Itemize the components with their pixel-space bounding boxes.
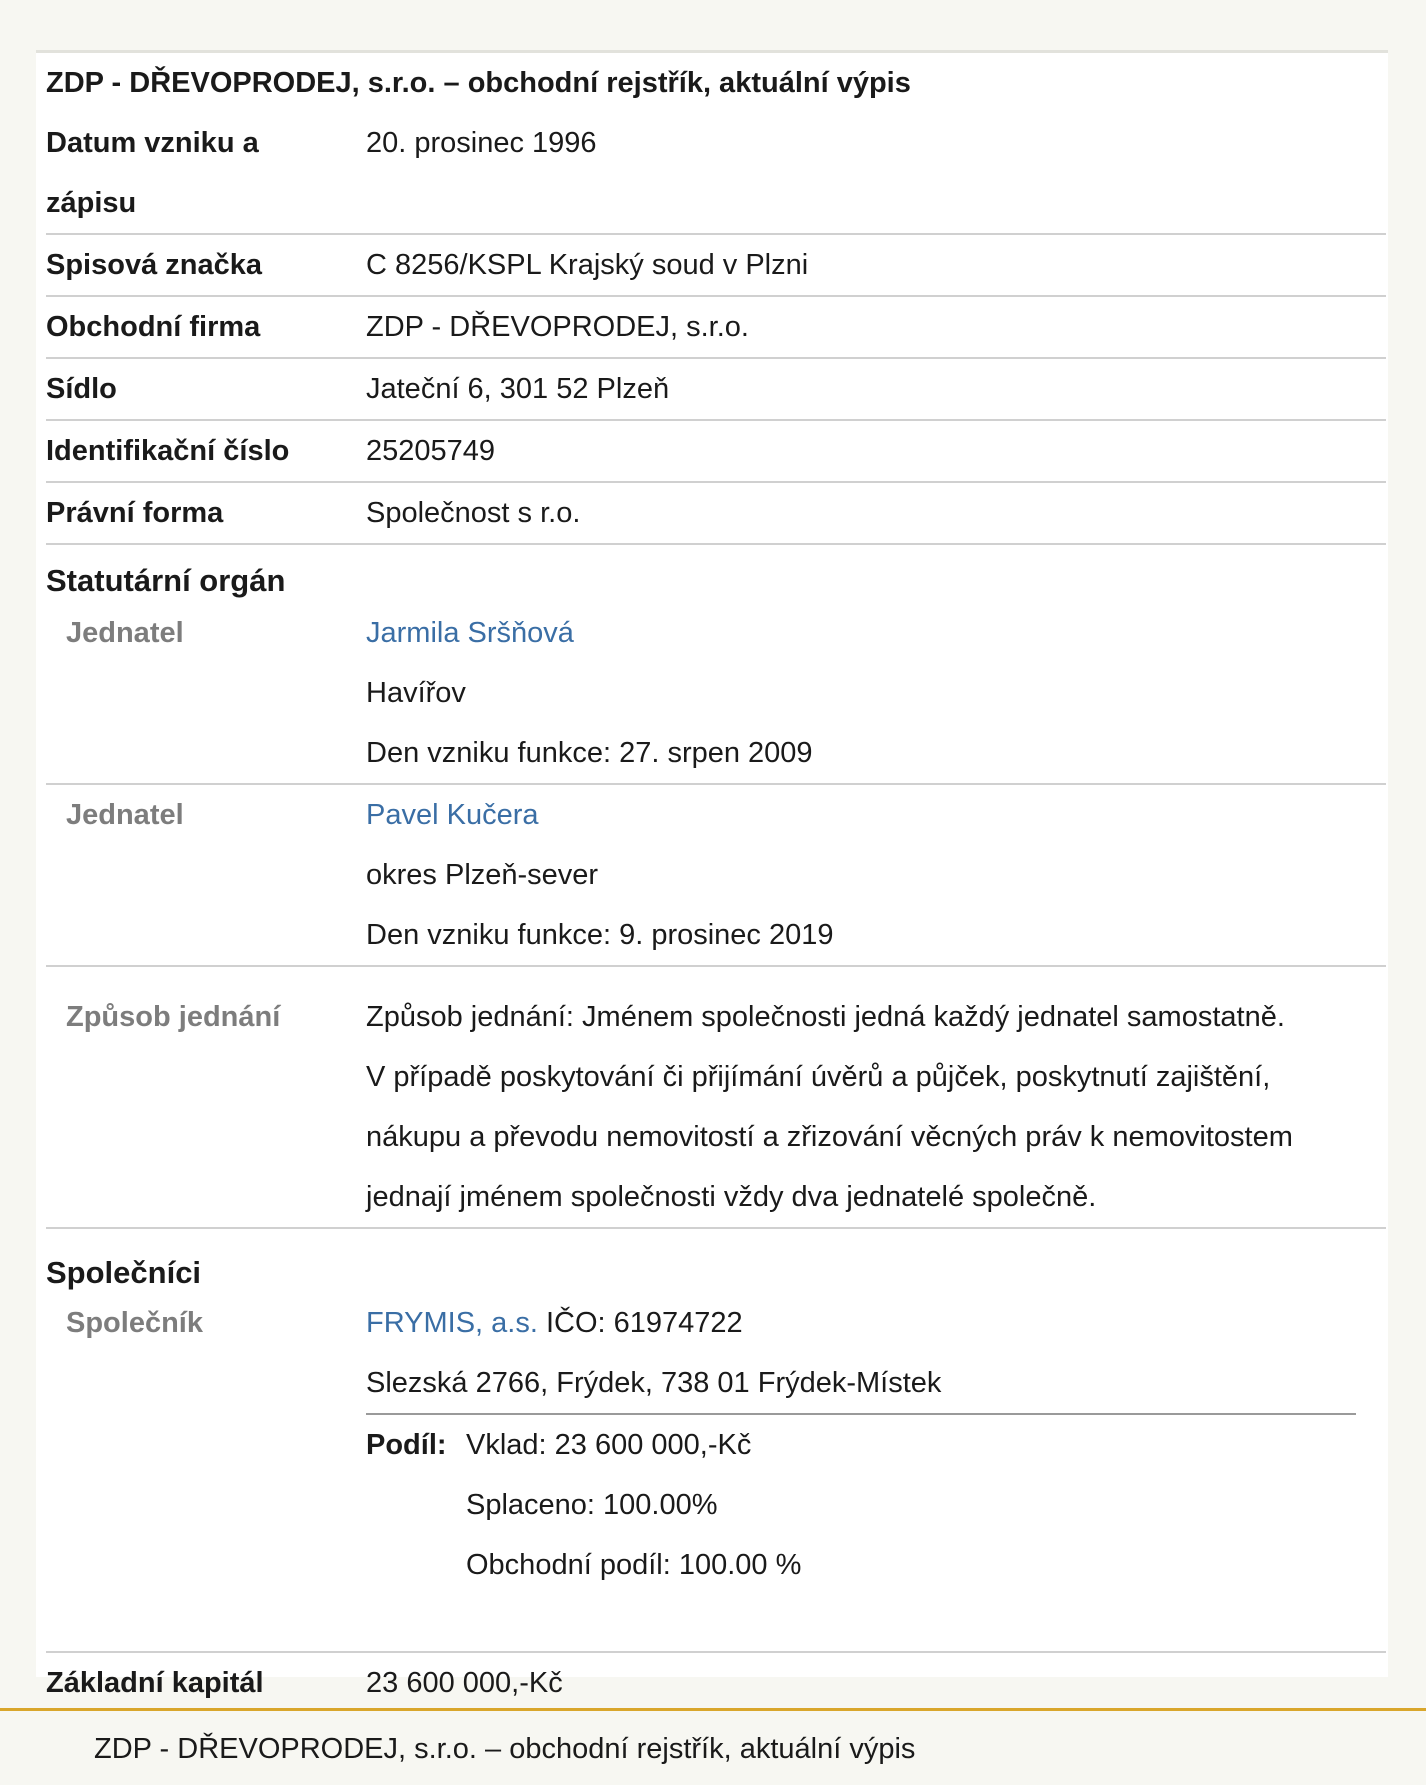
spolecnik-details xyxy=(366,1293,941,1413)
footer xyxy=(0,1708,1426,1785)
jednatel-entry xyxy=(46,785,1386,967)
role-label-spolecnik: Společník xyxy=(66,1307,203,1339)
value-pravni-forma: Společnost s r.o. xyxy=(366,497,581,529)
section-spolecnici: Společníci xyxy=(46,1255,202,1290)
person-link[interactable]: Jarmila Sršňová xyxy=(366,617,574,649)
person-place: okres Plzeň-sever xyxy=(366,859,599,891)
podil-obchodni: Obchodní podíl: 100.00 % xyxy=(466,1549,802,1581)
label-pravni-forma: Právní forma xyxy=(46,497,224,529)
person-place: Havířov xyxy=(366,677,466,709)
row-pravni-forma xyxy=(46,483,1386,545)
company-link[interactable]: FRYMIS, a.s. xyxy=(366,1307,538,1339)
registry-card xyxy=(36,50,1388,1699)
zpusob-line: V případě poskytování či přijímání úvěrů a půjček, poskytnutí zajištění, xyxy=(366,1061,1271,1093)
value-identifikacni-cislo: 25205749 xyxy=(366,435,496,467)
label-identifikacni-cislo: Identifikační číslo xyxy=(46,435,290,467)
podil-splaceno: Splaceno: 100.00% xyxy=(466,1489,718,1521)
row-spolecnik xyxy=(46,1293,1386,1653)
jednatel-details xyxy=(366,785,834,965)
spolecnik-name-line xyxy=(366,1293,941,1353)
function-since: Den vzniku funkce: 9. prosinec 2019 xyxy=(366,919,834,951)
value-zpusob-jednani xyxy=(366,987,1293,1227)
zpusob-line: Způsob jednání: Jménem společnosti jedná každý jednatel samostatně. xyxy=(366,1001,1285,1033)
section-statutarni-organ: Statutární orgán xyxy=(46,563,286,598)
page-title: ZDP - DŘEVOPRODEJ, s.r.o. – obchodní rejstřík, aktuální výpis xyxy=(46,67,911,99)
footer-title: ZDP - DŘEVOPRODEJ, s.r.o. – obchodní rejstřík, aktuální výpis xyxy=(94,1733,916,1765)
row-sidlo xyxy=(46,359,1386,421)
label-datum-line2: zápisu xyxy=(46,187,137,219)
company-address: Slezská 2766, Frýdek, 738 01 Frýdek-Místek xyxy=(366,1367,942,1399)
label-datum-line1: Datum vzniku a xyxy=(46,127,259,159)
value-zakladni-kapital: 23 600 000,-Kč xyxy=(366,1667,563,1699)
value-sidlo: Jateční 6, 301 52 Plzeň xyxy=(366,373,670,405)
role-label: Jednatel xyxy=(66,617,184,649)
row-zpusob-jednani xyxy=(46,967,1386,1229)
zpusob-line: jednají jménem společnosti vždy dva jednatelé společně. xyxy=(366,1181,1097,1213)
podil-values xyxy=(466,1415,801,1595)
podil-label: Podíl: xyxy=(366,1429,447,1461)
value-obchodni-firma: ZDP - DŘEVOPRODEJ, s.r.o. xyxy=(366,311,749,343)
podil-vklad: Vklad: 23 600 000,-Kč xyxy=(466,1429,752,1461)
row-datum-vzniku xyxy=(46,113,1386,235)
label-obchodni-firma: Obchodní firma xyxy=(46,311,261,343)
jednatel-details xyxy=(366,603,813,783)
label-zpusob-jednani: Způsob jednání xyxy=(66,1001,281,1033)
value-datum-vzniku: 20. prosinec 1996 xyxy=(366,127,597,159)
label-zakladni-kapital: Základní kapitál xyxy=(46,1667,264,1699)
label-sidlo: Sídlo xyxy=(46,373,117,405)
jednatel-entry xyxy=(46,603,1386,785)
row-zakladni-kapital xyxy=(46,1653,1386,1715)
role-label: Jednatel xyxy=(66,799,184,831)
label-datum-vzniku xyxy=(46,113,259,233)
row-spisova-znacka xyxy=(46,235,1386,297)
row-obchodni-firma xyxy=(46,297,1386,359)
function-since: Den vzniku funkce: 27. srpen 2009 xyxy=(366,737,813,769)
company-ico: IČO: 61974722 xyxy=(545,1307,743,1339)
person-link[interactable]: Pavel Kučera xyxy=(366,799,539,831)
row-identifikacni-cislo xyxy=(46,421,1386,483)
value-spisova-znacka: C 8256/KSPL Krajský soud v Plzni xyxy=(366,249,809,281)
zpusob-line: nákupu a převodu nemovitostí a zřizování věcných práv k nemovitostem xyxy=(366,1121,1293,1153)
label-spisova-znacka: Spisová značka xyxy=(46,249,262,281)
